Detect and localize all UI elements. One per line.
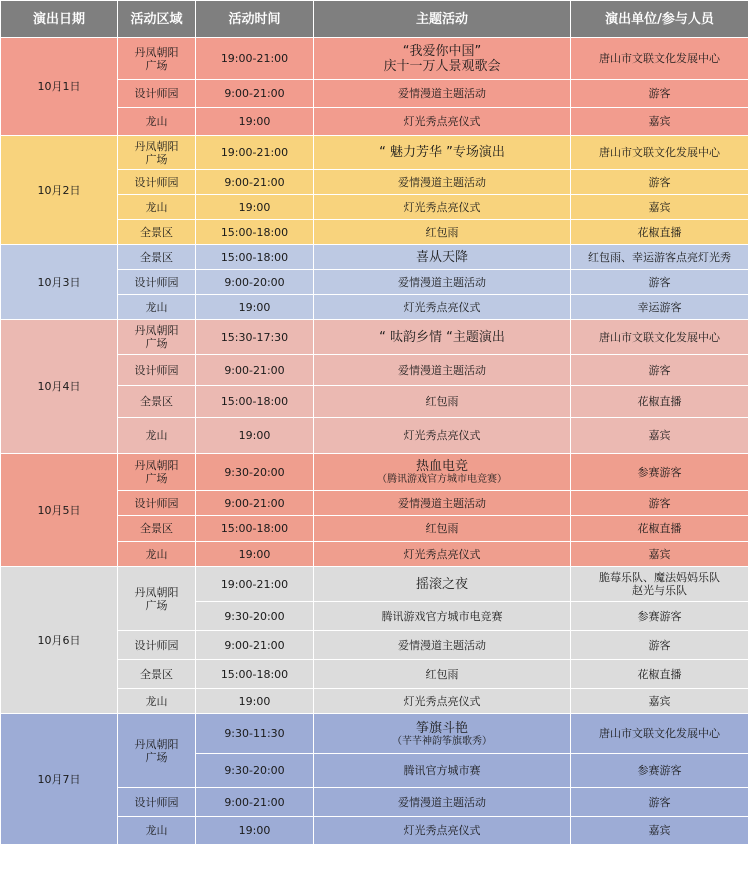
theme-title: 红包雨 (425, 225, 459, 239)
date-cell: 10月3日 (1, 245, 118, 320)
time-cell: 15:00-18:00 (196, 245, 314, 270)
performer-cell: 嘉宾 (571, 542, 748, 567)
performer-cell: 游客 (571, 355, 748, 386)
theme-title: 灯光秀点亮仪式 (403, 824, 481, 837)
time-cell: 9:00-21:00 (196, 631, 314, 660)
time-cell: 19:00 (196, 108, 314, 136)
performer-cell: 幸运游客 (571, 295, 748, 320)
time-cell: 9:00-21:00 (196, 491, 314, 516)
time-cell: 9:30-20:00 (196, 754, 314, 788)
theme-cell (314, 631, 571, 660)
header-performer: 演出单位/参与人员 (571, 1, 748, 38)
theme-cell (314, 170, 571, 195)
theme-cell (314, 80, 571, 108)
area-cell: 龙山 (118, 689, 196, 714)
performer-cell: 花椒直播 (571, 220, 748, 245)
theme-cell (314, 108, 571, 136)
theme-title: 腾讯游戏官方城市电竞赛 (381, 609, 503, 623)
time-cell: 9:00-21:00 (196, 80, 314, 108)
area-cell: 全景区 (118, 516, 196, 542)
schedule-row (1, 245, 748, 270)
date-cell: 10月6日 (1, 567, 118, 714)
theme-cell (314, 245, 571, 270)
performer-cell: 唐山市文联文化发展中心 (571, 714, 748, 754)
area-cell: 设计师园 (118, 80, 196, 108)
theme-cell (314, 320, 571, 355)
area-cell: 丹凤朝阳 广场 (118, 320, 196, 355)
theme-cell (314, 136, 571, 170)
theme-subtitle: （腾讯游戏官方城市电竞赛） (377, 474, 507, 485)
schedule-row (1, 567, 748, 602)
time-cell: 19:00 (196, 418, 314, 454)
schedule-row (1, 320, 748, 355)
header-theme: 主题活动 (314, 1, 571, 38)
header-area: 活动区域 (118, 1, 196, 38)
theme-cell (314, 195, 571, 220)
theme-cell (314, 270, 571, 295)
theme-cell (314, 602, 571, 631)
time-cell: 19:00-21:00 (196, 38, 314, 80)
area-cell: 设计师园 (118, 788, 196, 817)
performer-cell: 红包雨、幸运游客点亮灯光秀 (571, 245, 748, 270)
theme-title: “ 呔韵乡情 “主题演出 (379, 329, 505, 345)
theme-title: 灯光秀点亮仪式 (403, 115, 481, 128)
time-cell: 15:00-18:00 (196, 220, 314, 245)
theme-cell (314, 516, 571, 542)
area-cell: 龙山 (118, 108, 196, 136)
time-cell: 15:00-18:00 (196, 660, 314, 689)
theme-title: 爱情漫道主题活动 (398, 175, 486, 189)
theme-cell (314, 355, 571, 386)
performer-cell: 参赛游客 (571, 454, 748, 491)
area-cell: 龙山 (118, 295, 196, 320)
area-cell: 丹凤朝阳 广场 (118, 136, 196, 170)
theme-cell (314, 567, 571, 602)
date-cell: 10月4日 (1, 320, 118, 454)
time-cell: 15:00-18:00 (196, 386, 314, 418)
performer-cell: 嘉宾 (571, 817, 748, 845)
time-cell: 19:00 (196, 542, 314, 567)
performer-cell: 嘉宾 (571, 108, 748, 136)
theme-title: 灯光秀点亮仪式 (403, 200, 481, 214)
time-cell: 9:30-11:30 (196, 714, 314, 754)
theme-title: 爱情漫道主题活动 (398, 275, 486, 289)
area-cell: 丹凤朝阳 广场 (118, 567, 196, 631)
performer-cell: 唐山市文联文化发展中心 (571, 320, 748, 355)
performer-cell: 花椒直播 (571, 386, 748, 418)
theme-title: 灯光秀点亮仪式 (403, 694, 481, 708)
schedule-row (1, 454, 748, 491)
performer-cell: 唐山市文联文化发展中心 (571, 38, 748, 80)
theme-cell (314, 714, 571, 754)
theme-cell (314, 38, 571, 80)
area-cell: 设计师园 (118, 270, 196, 295)
theme-title: 爱情漫道主题活动 (398, 87, 486, 100)
area-cell: 丹凤朝阳 广场 (118, 454, 196, 491)
theme-cell (314, 754, 571, 788)
theme-title: “我爱你中国” 庆十一万人景观歌会 (383, 43, 501, 74)
theme-title: 红包雨 (425, 395, 459, 408)
time-cell: 19:00 (196, 689, 314, 714)
area-cell: 全景区 (118, 245, 196, 270)
theme-title: 灯光秀点亮仪式 (403, 300, 481, 314)
area-cell: 龙山 (118, 418, 196, 454)
header-date: 演出日期 (1, 1, 118, 38)
schedule-body (1, 38, 748, 845)
theme-title: 红包雨 (425, 667, 459, 681)
time-cell: 19:00 (196, 295, 314, 320)
performer-cell: 唐山市文联文化发展中心 (571, 136, 748, 170)
performer-cell: 游客 (571, 80, 748, 108)
performer-cell: 游客 (571, 788, 748, 817)
theme-title: 腾讯官方城市赛 (403, 764, 481, 777)
date-cell: 10月7日 (1, 714, 118, 845)
theme-subtitle: （芊芊神韵筝旗歌秀） (392, 735, 492, 747)
time-cell: 15:30-17:30 (196, 320, 314, 355)
performer-cell: 嘉宾 (571, 418, 748, 454)
area-cell: 丹凤朝阳 广场 (118, 38, 196, 80)
area-cell: 设计师园 (118, 170, 196, 195)
theme-cell (314, 788, 571, 817)
performer-cell: 嘉宾 (571, 195, 748, 220)
area-cell: 龙山 (118, 817, 196, 845)
area-cell: 设计师园 (118, 355, 196, 386)
area-cell: 设计师园 (118, 631, 196, 660)
area-cell: 全景区 (118, 220, 196, 245)
area-cell: 龙山 (118, 195, 196, 220)
theme-title: 喜从天降 (415, 249, 468, 265)
area-cell: 全景区 (118, 660, 196, 689)
theme-title: 筝旗斗艳 (415, 720, 468, 736)
theme-cell (314, 386, 571, 418)
theme-title: 红包雨 (425, 522, 459, 535)
performer-cell: 脆莓乐队、魔法妈妈乐队 赵光与乐队 (571, 567, 748, 602)
time-cell: 9:30-20:00 (196, 602, 314, 631)
performer-cell: 参赛游客 (571, 754, 748, 788)
time-cell: 9:00-21:00 (196, 355, 314, 386)
theme-cell (314, 689, 571, 714)
time-cell: 19:00 (196, 817, 314, 845)
theme-title: 灯光秀点亮仪式 (403, 429, 481, 442)
performer-cell: 参赛游客 (571, 602, 748, 631)
performer-cell: 游客 (571, 631, 748, 660)
theme-cell (314, 220, 571, 245)
performer-cell: 游客 (571, 170, 748, 195)
theme-title: 热血电竞 (415, 459, 468, 474)
time-cell: 19:00-21:00 (196, 136, 314, 170)
performer-cell: 游客 (571, 270, 748, 295)
date-cell: 10月5日 (1, 454, 118, 567)
date-cell: 10月1日 (1, 38, 118, 136)
time-cell: 9:00-21:00 (196, 170, 314, 195)
theme-title: 爱情漫道主题活动 (398, 363, 486, 377)
date-cell: 10月2日 (1, 136, 118, 245)
theme-cell (314, 295, 571, 320)
header-time: 活动时间 (196, 1, 314, 38)
performer-cell: 花椒直播 (571, 516, 748, 542)
schedule-row (1, 136, 748, 170)
theme-title: 摇滚之夜 (415, 576, 468, 592)
theme-cell (314, 418, 571, 454)
area-cell: 丹凤朝阳 广场 (118, 714, 196, 788)
theme-title: 爱情漫道主题活动 (398, 496, 486, 510)
theme-cell (314, 660, 571, 689)
header-row (1, 1, 748, 38)
theme-title: 爱情漫道主题活动 (398, 795, 486, 809)
theme-cell (314, 817, 571, 845)
area-cell: 设计师园 (118, 491, 196, 516)
area-cell: 全景区 (118, 386, 196, 418)
time-cell: 15:00-18:00 (196, 516, 314, 542)
performer-cell: 游客 (571, 491, 748, 516)
time-cell: 9:00-21:00 (196, 788, 314, 817)
theme-title: 灯光秀点亮仪式 (403, 547, 481, 561)
performer-cell: 嘉宾 (571, 689, 748, 714)
area-cell: 龙山 (118, 542, 196, 567)
schedule-row (1, 38, 748, 80)
time-cell: 9:30-20:00 (196, 454, 314, 491)
time-cell: 19:00-21:00 (196, 567, 314, 602)
time-cell: 9:00-20:00 (196, 270, 314, 295)
theme-cell (314, 491, 571, 516)
time-cell: 19:00 (196, 195, 314, 220)
schedule-row (1, 714, 748, 754)
theme-title: “ 魅力芳华 ”专场演出 (379, 145, 505, 160)
theme-cell (314, 454, 571, 491)
theme-cell (314, 542, 571, 567)
theme-title: 爱情漫道主题活动 (398, 638, 486, 652)
performer-cell: 花椒直播 (571, 660, 748, 689)
